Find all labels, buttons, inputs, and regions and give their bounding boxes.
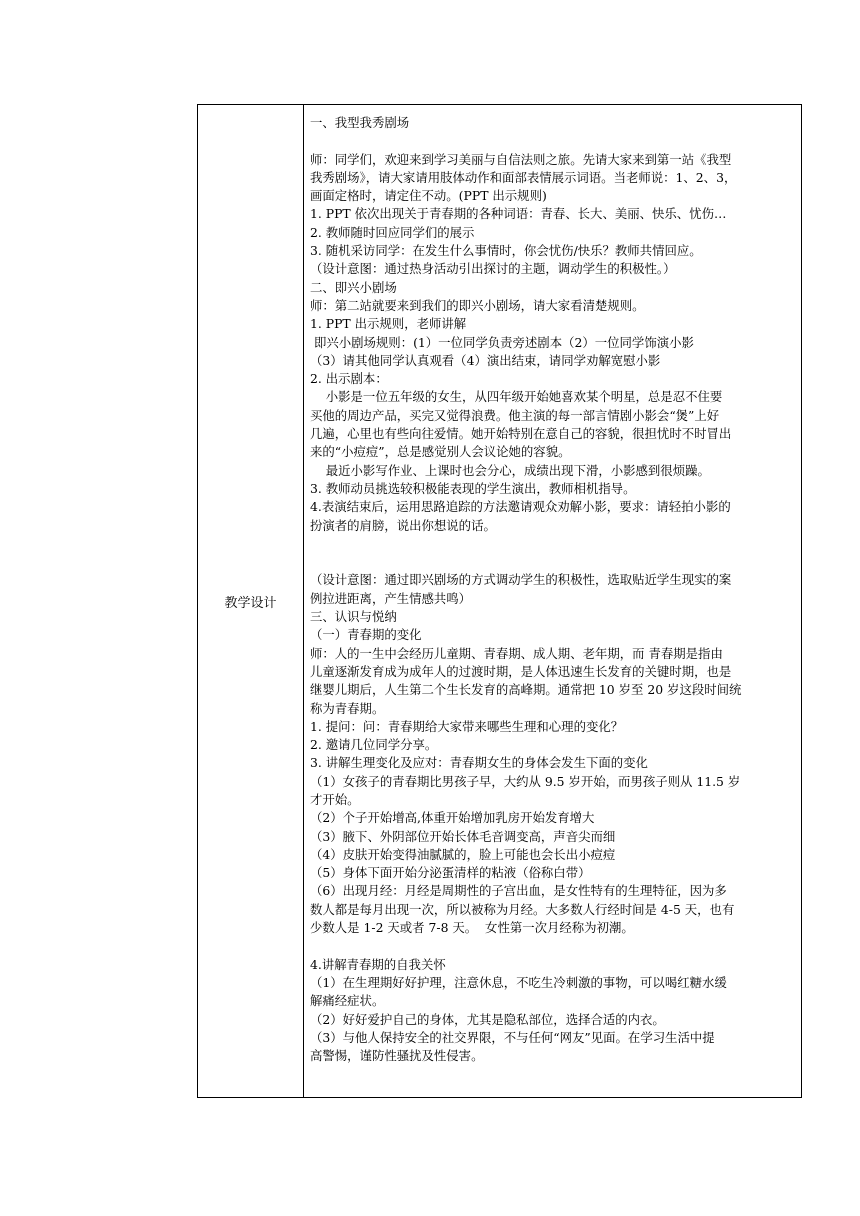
content-line: 即兴小剧场规则：(1）一位同学负责旁述剧本（2）一位同学饰演小影	[310, 334, 694, 350]
content-line: （一）青春期的变化	[310, 627, 422, 643]
content-line: 3. 随机采访同学：在发生什么事情时，你会忧伤/快乐？教师共情回应。	[310, 243, 702, 259]
content-line: 来的“小痘痘”，总是感觉别人会议论她的容貌。	[310, 444, 571, 460]
content-line: 数人都是每月出现一次，所以被称为月经。大多数人行经时间是 4-5 天，也有	[310, 901, 735, 917]
content-line: （3）腋下、外阴部位开始长体毛音调变高，声音尖而细	[310, 828, 616, 844]
content-line: （设计意图：通过热身活动引出探讨的主题，调动学生的积极性。）	[310, 261, 676, 277]
content-line	[310, 937, 797, 955]
content-line: （2）好好爱护自己的身体，尤其是隐私部位，选择合适的内衣。	[310, 1011, 665, 1027]
content-line: 3. 讲解生理变化及应对：青春期女生的身体会发生下面的变化	[310, 755, 648, 771]
content-line: 我秀剧场》，请大家请用肢体动作和面部表情展示词语。当老师说：1、2、3，	[310, 169, 737, 185]
content-line: 师：同学们，欢迎来到学习美丽与自信法则之旅。先请大家来到第一站《我型	[310, 151, 732, 167]
content-line: 2. 出示剧本：	[310, 371, 388, 387]
content-line: 儿童逐渐发育成为成年人的过渡时期，是人体迅速生长发育的关键时期，也是	[310, 663, 732, 679]
content-line: 画面定格时，请定住不动。(PPT 出示规则)	[310, 188, 547, 204]
content-line: 1. PPT 出示规则，老师讲解	[310, 316, 467, 332]
content-line: （3）与他人保持安全的社交界限，不与任何“网友”见面。在学习生活中提	[310, 1029, 715, 1045]
content-line: 一、我型我秀剧场	[310, 115, 410, 130]
content-line: 几遍，心里也有些向往爱情。她开始特别在意自己的容貌，很担忧时不时冒出	[310, 426, 732, 442]
content-line: 2. 邀请几位同学分享。	[310, 737, 438, 753]
content-line	[310, 132, 797, 150]
content-line: 师：人的一生中会经历儿童期、青春期、成人期、老年期，而 青春期是指由	[310, 645, 723, 661]
content-line: 才开始。	[310, 791, 360, 807]
content-line: 最近小影写作业、上课时也会分心，成绩出现下滑，小影感到很烦躁。	[310, 462, 710, 478]
content-line: 例拉进距离，产生情感共鸣）	[310, 590, 472, 606]
content-line: 小影是一位五年级的女生，从四年级开始她喜欢某个明星，总是忍不住要	[310, 389, 723, 405]
row-label-cell	[198, 105, 304, 1097]
content-line: 2. 教师随时回应同学们的展示	[310, 224, 475, 240]
content-line: （1）女孩子的青春期比男孩子早，大约从 9.5 岁开始，而男孩子则从 11.5 岁	[310, 773, 741, 789]
content-line: （设计意图：通过即兴剧场的方式调动学生的积极性，选取贴近学生现实的案	[310, 572, 732, 588]
content-line: （1）在生理期好好护理，注意休息，不吃生冷刺激的事物，可以喝红糖水缓	[310, 974, 727, 990]
content-line: 4.讲解青春期的自我关怀	[310, 956, 446, 972]
content-line	[310, 535, 797, 553]
content-line: 二、即兴小剧场	[310, 279, 397, 295]
content-line: 称为青春期。	[310, 700, 385, 716]
content-line: 4.表演结束后，运用思路追踪的方法邀请观众劝解小影，要求：请轻拍小影的	[310, 499, 731, 515]
content-line: 继婴儿期后，人生第二个生长发育的高峰期。通常把 10 岁至 20 岁这段时间统	[310, 682, 742, 698]
content-line: 解痛经症状。	[310, 993, 385, 1009]
content-line: 1. PPT 依次出现关于青春期的各种词语：青春、长大、美丽、快乐、忧伤…	[310, 206, 727, 222]
content-line: 1. 提问：问：青春期给大家带来哪些生理和心理的变化？	[310, 718, 624, 734]
lesson-content-cell	[304, 105, 801, 1097]
content-line: 高警惕，谨防性骚扰及性侵害。	[310, 1048, 484, 1064]
content-line: （4）皮肤开始变得油腻腻的，脸上可能也会长出小痘痘	[310, 846, 616, 862]
row-label: 教学设计	[224, 595, 277, 611]
content-line: 3. 教师动员挑选较积极能表现的学生演出，教师相机指导。	[310, 480, 636, 496]
content-line: （6）出现月经：月经是周期性的子宫出血，是女性特有的生理特征，因为多	[310, 883, 727, 899]
content-line: （3）请其他同学认真观看（4）演出结束，请同学劝解宽慰小影	[310, 352, 661, 368]
content-line: 扮演者的肩膀，说出你想说的话。	[310, 517, 496, 533]
content-line: 三、认识与悦纳	[310, 609, 397, 625]
content-line	[310, 553, 797, 571]
content-line: （5）身体下面开始分泌蛋清样的粘液（俗称白带）	[310, 865, 591, 881]
content-line: 少数人是 1-2 天或者 7-8 天。 女性第一次月经称为初潮。	[310, 920, 634, 936]
content-line: 买他的周边产品，买完又觉得浪费。他主演的每一部言情剧小影会“煲”上好	[310, 407, 720, 423]
content-line: 师：第二站就要来到我们的即兴小剧场，请大家看清楚规则。	[310, 297, 645, 313]
content-line: （2）个子开始增高,体重开始增加乳房开始发育增大	[310, 810, 595, 826]
lesson-plan-table	[197, 104, 802, 1098]
